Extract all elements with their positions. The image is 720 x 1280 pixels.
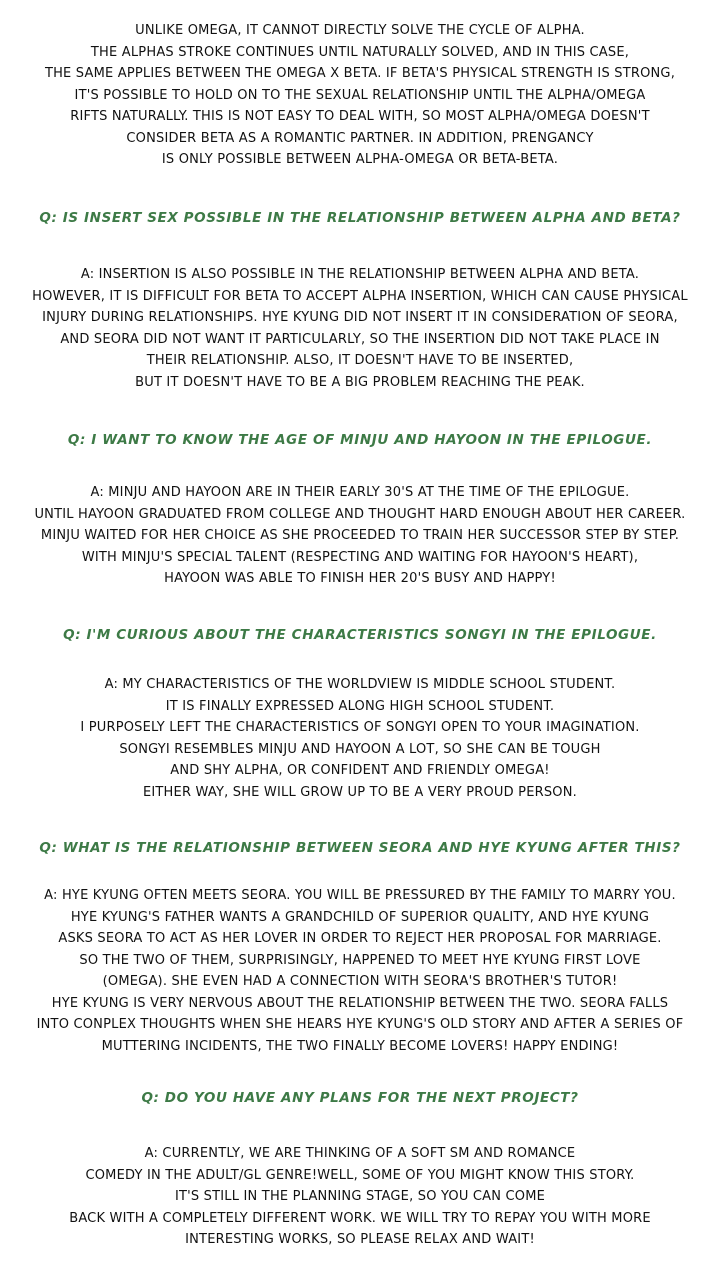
answer-line: THEIR RELATIONSHIP. ALSO, IT DOESN'T HAVE TO BE INSERTED, [146,353,574,368]
answer-line: INTERESTING WORKS, SO PLEASE RELAX AND WAIT! [185,1232,535,1247]
question-text: Q: IS INSERT SEX POSSIBLE IN THE RELATIONSHIP BETWEEN ALPHA AND BETA? [39,210,681,226]
answer-paragraph [0,1143,720,1251]
answer-line: I PURPOSELY LEFT THE CHARACTERISTICS OF SONGYI OPEN TO YOUR IMAGINATION. [80,720,640,735]
intro-line: UNLIKE OMEGA, IT CANNOT DIRECTLY SOLVE THE CYCLE OF ALPHA. [135,23,585,38]
question-heading [0,430,720,450]
question-text: Q: DO YOU HAVE ANY PLANS FOR THE NEXT PROJECT? [141,1090,579,1106]
question-text: Q: I WANT TO KNOW THE AGE OF MINJU AND HAYOON IN THE EPILOGUE. [67,432,653,448]
intro-line: THE ALPHAS STROKE CONTINUES UNTIL NATURALLY SOLVED, AND IN THIS CASE, [90,44,630,60]
answer-line: SO THE TWO OF THEM, SURPRISINGLY, HAPPENED TO MEET HYE KYUNG FIRST LOVE [79,952,641,968]
question-heading [0,838,720,858]
answer-line: UNTIL HAYOON GRADUATED FROM COLLEGE AND THOUGHT HARD ENOUGH ABOUT HER CAREER. [34,506,686,522]
answer-line: SONGYI RESEMBLES MINJU AND HAYOON A LOT, SO SHE CAN BE TOUGH [119,741,601,757]
answer-line: EITHER WAY, SHE WILL GROW UP TO BE A VERY PROUD PERSON. [142,784,578,800]
answer-line: MINJU WAITED FOR HER CHOICE AS SHE PROCEEDED TO TRAIN HER SUCCESSOR STEP BY STEP. [40,528,680,543]
answer-paragraph [0,264,720,393]
answer-line: HYE KYUNG'S FATHER WANTS A GRANDCHILD OF SUPERIOR QUALITY, AND HYE KYUNG [70,909,650,925]
answer-line: (OMEGA). SHE EVEN HAD A CONNECTION WITH SEORA'S BROTHER'S TUTOR! [102,974,618,989]
question-text: Q: WHAT IS THE RELATIONSHIP BETWEEN SEORA AND HYE KYUNG AFTER THIS? [39,840,681,856]
answer-line: HAYOON WAS ABLE TO FINISH HER 20'S BUSY AND HAPPY! [164,571,556,586]
question-heading [0,625,720,645]
answer-line: IT'S STILL IN THE PLANNING STAGE, SO YOU CAN COME [174,1189,546,1204]
answer-line: INJURY DURING RELATIONSHIPS. HYE KYUNG DID NOT INSERT IT IN CONSIDERATION OF SEORA, [42,310,678,325]
question-text: Q: I'M CURIOUS ABOUT THE CHARACTERISTICS SONGYI IN THE EPILOGUE. [63,627,657,643]
answer-line: INTO CONPLEX THOUGHTS WHEN SHE HEARS HYE KYUNG'S OLD STORY AND AFTER A SERIES OF [36,1017,684,1032]
answer-line: HOWEVER, IT IS DIFFICULT FOR BETA TO ACCEPT ALPHA INSERTION, WHICH CAN CAUSE PHYSICAL [32,288,688,304]
question-heading [0,208,720,228]
answer-line: MUTTERING INCIDENTS, THE TWO FINALLY BECOME LOVERS! HAPPY ENDING! [101,1038,619,1054]
answer-line: BUT IT DOESN'T HAVE TO BE A BIG PROBLEM REACHING THE PEAK. [135,374,585,390]
answer-line: A: INSERTION IS ALSO POSSIBLE IN THE RELATIONSHIP BETWEEN ALPHA AND BETA. [80,267,640,282]
answer-line: A: MINJU AND HAYOON ARE IN THEIR EARLY 30'S AT THE TIME OF THE EPILOGUE. [90,485,630,500]
answer-paragraph [0,885,720,1057]
answer-line: COMEDY IN THE ADULT/GL GENRE!WELL, SOME OF YOU MIGHT KNOW THIS STORY. [85,1167,635,1183]
answer-paragraph [0,482,720,590]
answer-line: A: HYE KYUNG OFTEN MEETS SEORA. YOU WILL BE PRESSURED BY THE FAMILY TO MARRY YOU. [44,888,676,903]
answer-line: BACK WITH A COMPLETELY DIFFERENT WORK. WE WILL TRY TO REPAY YOU WITH MORE [69,1210,651,1226]
answer-paragraph [0,674,720,803]
answer-line: AND SEORA DID NOT WANT IT PARTICULARLY, SO THE INSERTION DID NOT TAKE PLACE IN [60,331,660,347]
answer-line: A: CURRENTLY, WE ARE THINKING OF A SOFT SM AND ROMANCE [144,1146,576,1161]
answer-line: ASKS SEORA TO ACT AS HER LOVER IN ORDER TO REJECT HER PROPOSAL FOR MARRIAGE. [58,931,662,946]
intro-line: CONSIDER BETA AS A ROMANTIC PARTNER. IN ADDITION, PRENGANCY [126,130,594,146]
intro-line: IT'S POSSIBLE TO HOLD ON TO THE SEXUAL RELATIONSHIP UNTIL THE ALPHA/OMEGA [74,87,646,103]
answer-line: WITH MINJU'S SPECIAL TALENT (RESPECTING AND WAITING FOR HAYOON'S HEART), [81,549,639,565]
answer-line: HYE KYUNG IS VERY NERVOUS ABOUT THE RELATIONSHIP BETWEEN THE TWO. SEORA FALLS [51,995,669,1011]
answer-line: IT IS FINALLY EXPRESSED ALONG HIGH SCHOOL STUDENT. [165,698,555,714]
intro-paragraph [0,20,720,171]
intro-line: IS ONLY POSSIBLE BETWEEN ALPHA-OMEGA OR BETA-BETA. [161,152,559,167]
answer-line: A: MY CHARACTERISTICS OF THE WORLDVIEW IS MIDDLE SCHOOL STUDENT. [104,677,616,692]
intro-line: THE SAME APPLIES BETWEEN THE OMEGA X BETA. IF BETA'S PHYSICAL STRENGTH IS STRONG, [44,66,676,81]
answer-line: AND SHY ALPHA, OR CONFIDENT AND FRIENDLY OMEGA! [170,763,550,778]
question-heading [0,1088,720,1108]
intro-line: RIFTS NATURALLY. THIS IS NOT EASY TO DEAL WITH, SO MOST ALPHA/OMEGA DOESN'T [70,109,650,124]
